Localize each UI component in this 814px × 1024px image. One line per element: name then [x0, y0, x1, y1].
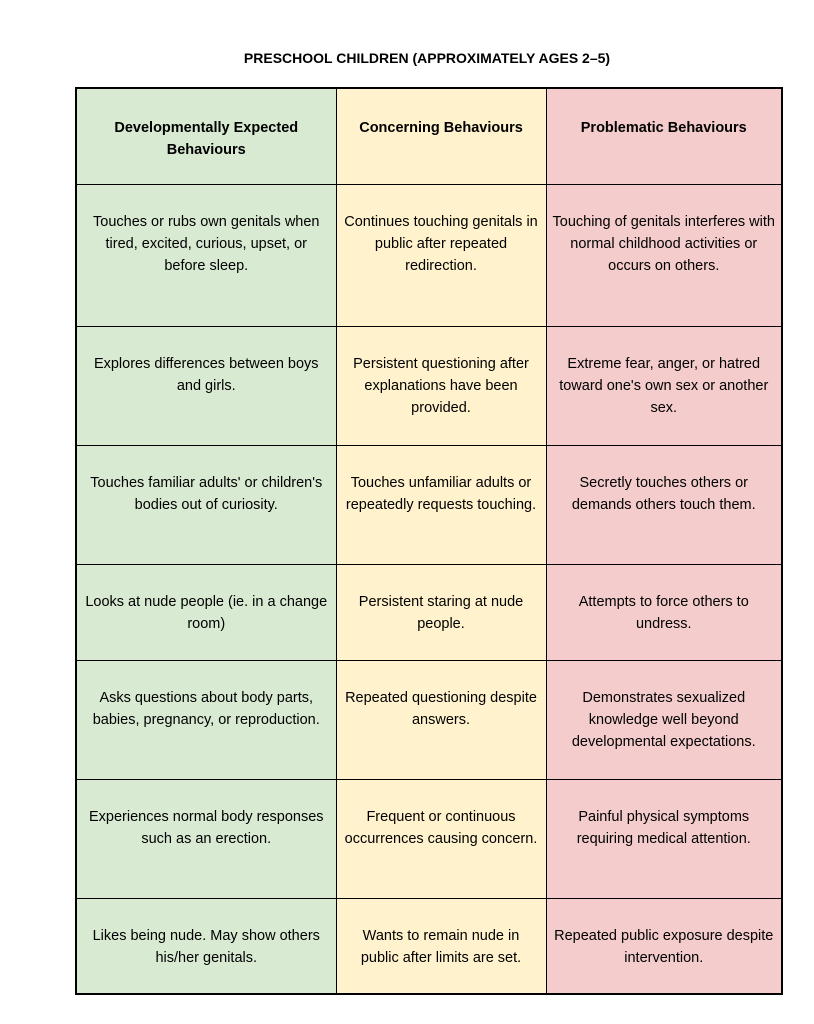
page-title: PRESCHOOL CHILDREN (APPROXIMATELY AGES 2–5) — [243, 50, 611, 66]
cell-problematic: Attempts to force others to undress. — [546, 564, 782, 660]
cell-problematic: Touching of genitals interferes with normal childhood activities or occurs on others. — [546, 184, 782, 326]
cell-expected: Asks questions about body parts, babies, pregnancy, or reproduction. — [76, 660, 336, 779]
table-row — [76, 184, 782, 326]
table-row — [76, 564, 782, 660]
table-row — [76, 779, 782, 898]
behaviour-table — [75, 87, 783, 995]
cell-concerning: Frequent or continuous occurrences causing concern. — [336, 779, 546, 898]
table-row — [76, 445, 782, 564]
header-concerning: Concerning Behaviours — [336, 88, 546, 184]
cell-expected: Looks at nude people (ie. in a change room) — [76, 564, 336, 660]
cell-expected: Likes being nude. May show others his/her genitals. — [76, 898, 336, 994]
header-problematic: Problematic Behaviours — [546, 88, 782, 184]
cell-concerning: Persistent questioning after explanations have been provided. — [336, 326, 546, 445]
cell-concerning: Continues touching genitals in public after repeated redirection. — [336, 184, 546, 326]
cell-expected: Touches familiar adults' or children's bodies out of curiosity. — [76, 445, 336, 564]
header-expected: Developmentally Expected Behaviours — [76, 88, 336, 184]
cell-concerning: Wants to remain nude in public after limits are set. — [336, 898, 546, 994]
cell-problematic: Extreme fear, anger, or hatred toward one's own sex or another sex. — [546, 326, 782, 445]
table-row — [76, 898, 782, 994]
table-row — [76, 326, 782, 445]
cell-problematic: Repeated public exposure despite intervention. — [546, 898, 782, 994]
cell-problematic: Demonstrates sexualized knowledge well beyond developmental expectations. — [546, 660, 782, 779]
cell-concerning: Touches unfamiliar adults or repeatedly requests touching. — [336, 445, 546, 564]
cell-concerning: Repeated questioning despite answers. — [336, 660, 546, 779]
cell-problematic: Secretly touches others or demands others touch them. — [546, 445, 782, 564]
header-row — [76, 88, 782, 184]
cell-concerning: Persistent staring at nude people. — [336, 564, 546, 660]
cell-expected: Touches or rubs own genitals when tired, excited, curious, upset, or before sleep. — [76, 184, 336, 326]
cell-expected: Explores differences between boys and girls. — [76, 326, 336, 445]
cell-expected: Experiences normal body responses such as an erection. — [76, 779, 336, 898]
table-row — [76, 660, 782, 779]
cell-problematic: Painful physical symptoms requiring medical attention. — [546, 779, 782, 898]
